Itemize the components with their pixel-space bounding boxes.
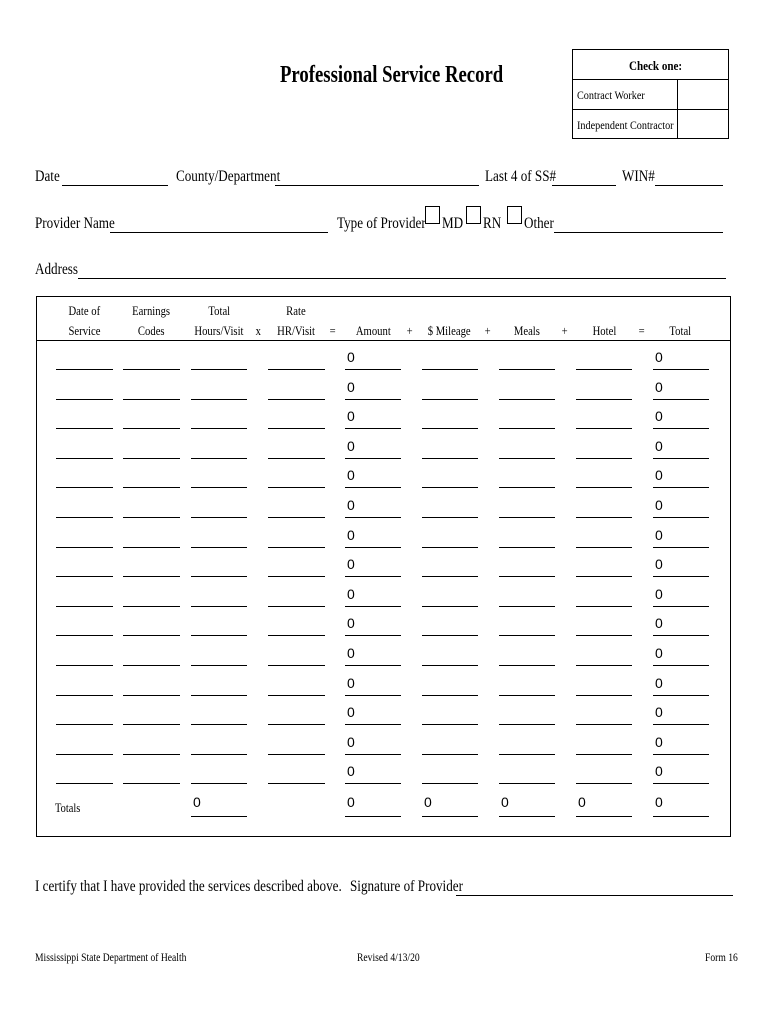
total-hours-visit-field[interactable] [191, 695, 247, 696]
hotel-field[interactable] [576, 606, 632, 607]
total-field[interactable] [653, 695, 709, 696]
total-field[interactable] [653, 547, 709, 548]
independent-contractor-checkbox[interactable] [677, 110, 729, 139]
total-field[interactable] [653, 635, 709, 636]
column-header-4-line2: x [255, 323, 261, 338]
amount-value: 0 [347, 763, 355, 780]
amount-field[interactable] [345, 517, 401, 518]
amount-value: 0 [347, 556, 355, 573]
rate-hr-visit-field[interactable] [268, 487, 325, 488]
total-value: 0 [655, 733, 663, 750]
meals-field[interactable] [499, 428, 555, 429]
column-header-15-line1 [630, 301, 730, 321]
total-field[interactable] [653, 487, 709, 488]
footer-agency: Mississippi State Department of Health [35, 950, 187, 964]
type-of-provider-label: Type of Provider [337, 215, 426, 232]
signature-field[interactable] [456, 895, 733, 896]
total-hours-visit-field[interactable] [191, 369, 247, 370]
date-of-service-field[interactable] [56, 606, 113, 607]
amount-field[interactable] [345, 635, 401, 636]
amount-field[interactable] [345, 695, 401, 696]
mileage-field[interactable] [422, 783, 478, 784]
totals-meals-line [499, 816, 555, 817]
last4-ssn-label: Last 4 of SS# [485, 168, 557, 185]
totals-meals-value: 0 [501, 794, 509, 810]
total-field[interactable] [653, 606, 709, 607]
total-hours-visit-field[interactable] [191, 783, 247, 784]
earnings-codes-field[interactable] [123, 606, 180, 607]
footer-revised: Revised 4/13/20 [357, 950, 420, 964]
date-of-service-field[interactable] [56, 428, 113, 429]
hotel-field[interactable] [576, 547, 632, 548]
hotel-field[interactable] [576, 754, 632, 755]
total-hours-visit-field[interactable] [191, 635, 247, 636]
total-value: 0 [655, 615, 663, 632]
mileage-field[interactable] [422, 665, 478, 666]
hotel-field[interactable] [576, 458, 632, 459]
hotel-field[interactable] [576, 724, 632, 725]
hotel-field[interactable] [576, 635, 632, 636]
other-label: Other [524, 215, 554, 232]
total-field[interactable] [653, 369, 709, 370]
total-value: 0 [655, 585, 663, 602]
rn-label: RN [483, 215, 502, 232]
column-header-1-line1: Date of [68, 303, 100, 318]
totals-hours-value: 0 [193, 794, 201, 810]
earnings-codes-field[interactable] [123, 487, 180, 488]
amount-value: 0 [347, 467, 355, 484]
hotel-field[interactable] [576, 369, 632, 370]
county-department-label: County/Department [176, 168, 281, 185]
rate-hr-visit-field[interactable] [268, 576, 325, 577]
column-header-10-line2: + [484, 323, 492, 338]
column-header-6-line2: = [329, 323, 337, 338]
check-one-box [572, 49, 729, 139]
date-of-service-field[interactable] [56, 576, 113, 577]
amount-value: 0 [347, 497, 355, 513]
date-of-service-field[interactable] [56, 487, 113, 488]
meals-field[interactable] [499, 754, 555, 755]
md-checkbox[interactable] [425, 206, 440, 224]
total-field[interactable] [653, 399, 709, 400]
total-hours-visit-field[interactable] [191, 428, 247, 429]
meals-field[interactable] [499, 635, 555, 636]
total-field[interactable] [653, 428, 709, 429]
rate-hr-visit-field[interactable] [268, 635, 325, 636]
column-header-11-line2: Meals [513, 323, 541, 338]
hotel-field[interactable] [576, 665, 632, 666]
total-hours-visit-field[interactable] [191, 399, 247, 400]
total-hours-visit-field[interactable] [191, 665, 247, 666]
meals-field[interactable] [499, 606, 555, 607]
date-label: Date [35, 168, 60, 185]
total-hours-visit-field[interactable] [191, 754, 247, 755]
rate-hr-visit-field[interactable] [268, 665, 325, 666]
mileage-field[interactable] [422, 576, 478, 577]
date-of-service-field[interactable] [56, 724, 113, 725]
earnings-codes-field[interactable] [123, 783, 180, 784]
hotel-field[interactable] [576, 487, 632, 488]
date-of-service-field[interactable] [56, 783, 113, 784]
win-label: WIN# [622, 168, 655, 185]
amount-value: 0 [347, 733, 355, 750]
check-option-independent-contractor [573, 110, 728, 140]
total-field[interactable] [653, 783, 709, 784]
earnings-codes-field[interactable] [123, 576, 180, 577]
date-of-service-field[interactable] [56, 547, 113, 548]
total-field[interactable] [653, 724, 709, 725]
rate-hr-visit-field[interactable] [268, 547, 325, 548]
other-provider-field[interactable] [554, 232, 723, 233]
earnings-codes-field[interactable] [123, 369, 180, 370]
amount-value: 0 [347, 674, 355, 691]
mileage-field[interactable] [422, 547, 478, 548]
date-of-service-field[interactable] [56, 665, 113, 666]
total-value: 0 [655, 763, 663, 780]
hotel-field[interactable] [576, 695, 632, 696]
service-table [36, 296, 731, 837]
column-header-7-line2: Amount [355, 323, 391, 338]
provider-name-field[interactable] [110, 232, 328, 233]
md-label: MD [442, 215, 464, 232]
earnings-codes-field[interactable] [123, 458, 180, 459]
amount-value: 0 [347, 704, 355, 721]
totals-amount-line [345, 816, 401, 817]
total-hours-visit-field[interactable] [191, 606, 247, 607]
amount-field[interactable] [345, 458, 401, 459]
certification-statement: I certify that I have provided the services described above. [35, 878, 342, 895]
footer-form-number: Form 16 [705, 950, 738, 964]
amount-value: 0 [347, 437, 355, 454]
amount-field[interactable] [345, 487, 401, 488]
mileage-field[interactable] [422, 428, 478, 429]
meals-field[interactable] [499, 576, 555, 577]
mileage-field[interactable] [422, 606, 478, 607]
column-header-1-line2: Service [68, 323, 100, 338]
date-of-service-field[interactable] [56, 695, 113, 696]
rate-hr-visit-field[interactable] [268, 428, 325, 429]
amount-field[interactable] [345, 606, 401, 607]
column-header-14-line2: = [638, 323, 646, 338]
amount-value: 0 [347, 349, 355, 365]
earnings-codes-field[interactable] [123, 635, 180, 636]
meals-field[interactable] [499, 399, 555, 400]
amount-field[interactable] [345, 399, 401, 400]
rate-hr-visit-field[interactable] [268, 606, 325, 607]
totals-label: Totals [55, 800, 81, 815]
column-header-9-line2: $ Mileage [427, 323, 471, 338]
totals-total-line [653, 816, 709, 817]
amount-field[interactable] [345, 724, 401, 725]
column-header-13-line2: Hotel [592, 323, 616, 338]
total-value: 0 [655, 349, 663, 365]
mileage-field[interactable] [422, 754, 478, 755]
column-header-12-line2: + [561, 323, 569, 338]
amount-field[interactable] [345, 428, 401, 429]
meals-field[interactable] [499, 487, 555, 488]
hotel-field[interactable] [576, 783, 632, 784]
total-field[interactable] [653, 754, 709, 755]
other-checkbox[interactable] [507, 206, 522, 224]
amount-value: 0 [347, 408, 355, 425]
rate-hr-visit-field[interactable] [268, 695, 325, 696]
check-option-label: Independent Contractor [577, 118, 674, 132]
amount-field[interactable] [345, 369, 401, 370]
date-of-service-field[interactable] [56, 635, 113, 636]
amount-field[interactable] [345, 665, 401, 666]
amount-value: 0 [347, 645, 355, 661]
hotel-field[interactable] [576, 428, 632, 429]
amount-value: 0 [347, 526, 355, 543]
mileage-field[interactable] [422, 517, 478, 518]
column-header-8-line2: + [406, 323, 414, 338]
total-hours-visit-field[interactable] [191, 547, 247, 548]
mileage-field[interactable] [422, 724, 478, 725]
totals-amount-value: 0 [347, 794, 355, 810]
date-of-service-field[interactable] [56, 399, 113, 400]
hotel-field[interactable] [576, 399, 632, 400]
mileage-field[interactable] [422, 458, 478, 459]
meals-field[interactable] [499, 695, 555, 696]
date-field[interactable] [62, 185, 168, 186]
total-field[interactable] [653, 517, 709, 518]
earnings-codes-field[interactable] [123, 754, 180, 755]
total-value: 0 [655, 556, 663, 573]
hotel-field[interactable] [576, 517, 632, 518]
total-hours-visit-field[interactable] [191, 517, 247, 518]
win-field[interactable] [655, 185, 723, 186]
total-value: 0 [655, 704, 663, 721]
rate-hr-visit-field[interactable] [268, 783, 325, 784]
earnings-codes-field[interactable] [123, 547, 180, 548]
mileage-field[interactable] [422, 695, 478, 696]
total-value: 0 [655, 497, 663, 513]
column-header-5-line2: HR/Visit [277, 323, 315, 338]
total-value: 0 [655, 437, 663, 454]
earnings-codes-field[interactable] [123, 724, 180, 725]
earnings-codes-field[interactable] [123, 517, 180, 518]
date-of-service-field[interactable] [56, 369, 113, 370]
date-of-service-field[interactable] [56, 458, 113, 459]
check-option-contract-worker [573, 80, 728, 110]
rate-hr-visit-field[interactable] [268, 724, 325, 725]
last4-ssn-field[interactable] [552, 185, 616, 186]
amount-field[interactable] [345, 576, 401, 577]
totals-total-value: 0 [655, 794, 663, 810]
check-one-heading: Check one: [573, 50, 728, 80]
hotel-field[interactable] [576, 576, 632, 577]
total-value: 0 [655, 674, 663, 691]
column-header-2-line1: Earnings [132, 303, 170, 318]
meals-field[interactable] [499, 547, 555, 548]
total-field[interactable] [653, 576, 709, 577]
meals-field[interactable] [499, 724, 555, 725]
total-hours-visit-field[interactable] [191, 487, 247, 488]
rate-hr-visit-field[interactable] [268, 458, 325, 459]
amount-field[interactable] [345, 547, 401, 548]
total-field[interactable] [653, 665, 709, 666]
amount-value: 0 [347, 378, 355, 395]
amount-value: 0 [347, 585, 355, 602]
column-header-3-line2: Hours/Visit [194, 323, 244, 338]
earnings-codes-field[interactable] [123, 399, 180, 400]
mileage-field[interactable] [422, 487, 478, 488]
totals-hotel-line [576, 816, 632, 817]
earnings-codes-field[interactable] [123, 665, 180, 666]
page-title: Professional Service Record [280, 62, 504, 88]
total-value: 0 [655, 378, 663, 395]
mileage-field[interactable] [422, 399, 478, 400]
total-field[interactable] [653, 458, 709, 459]
rate-hr-visit-field[interactable] [268, 399, 325, 400]
total-hours-visit-field[interactable] [191, 576, 247, 577]
meals-field[interactable] [499, 517, 555, 518]
total-value: 0 [655, 526, 663, 543]
contract-worker-checkbox[interactable] [677, 80, 729, 109]
check-option-label: Contract Worker [577, 88, 645, 102]
totals-hotel-value: 0 [578, 794, 586, 810]
column-header-15-line2: Total [669, 323, 691, 338]
address-label: Address [35, 261, 78, 278]
mileage-field[interactable] [422, 635, 478, 636]
column-header-5-line1: Rate [286, 303, 306, 318]
amount-field[interactable] [345, 754, 401, 755]
total-value: 0 [655, 408, 663, 425]
earnings-codes-field[interactable] [123, 428, 180, 429]
earnings-codes-field[interactable] [123, 695, 180, 696]
totals-mileage-value: 0 [424, 794, 432, 810]
address-field[interactable] [78, 278, 726, 279]
date-of-service-field[interactable] [56, 517, 113, 518]
meals-field[interactable] [499, 369, 555, 370]
meals-field[interactable] [499, 665, 555, 666]
county-department-field[interactable] [275, 185, 479, 186]
rate-hr-visit-field[interactable] [268, 754, 325, 755]
date-of-service-field[interactable] [56, 754, 113, 755]
meals-field[interactable] [499, 458, 555, 459]
total-value: 0 [655, 645, 663, 661]
amount-field[interactable] [345, 783, 401, 784]
amount-value: 0 [347, 615, 355, 632]
signature-label: Signature of Provider [350, 878, 463, 895]
total-hours-visit-field[interactable] [191, 724, 247, 725]
meals-field[interactable] [499, 783, 555, 784]
provider-name-label: Provider Name [35, 215, 115, 232]
column-header-2-line2: Codes [137, 323, 165, 338]
totals-mileage-line [422, 816, 478, 817]
mileage-field[interactable] [422, 369, 478, 370]
column-header-3-line1: Total [208, 303, 230, 318]
rate-hr-visit-field[interactable] [268, 369, 325, 370]
rn-checkbox[interactable] [466, 206, 481, 224]
totals-hours-line [191, 816, 247, 817]
total-value: 0 [655, 467, 663, 484]
total-hours-visit-field[interactable] [191, 458, 247, 459]
rate-hr-visit-field[interactable] [268, 517, 325, 518]
